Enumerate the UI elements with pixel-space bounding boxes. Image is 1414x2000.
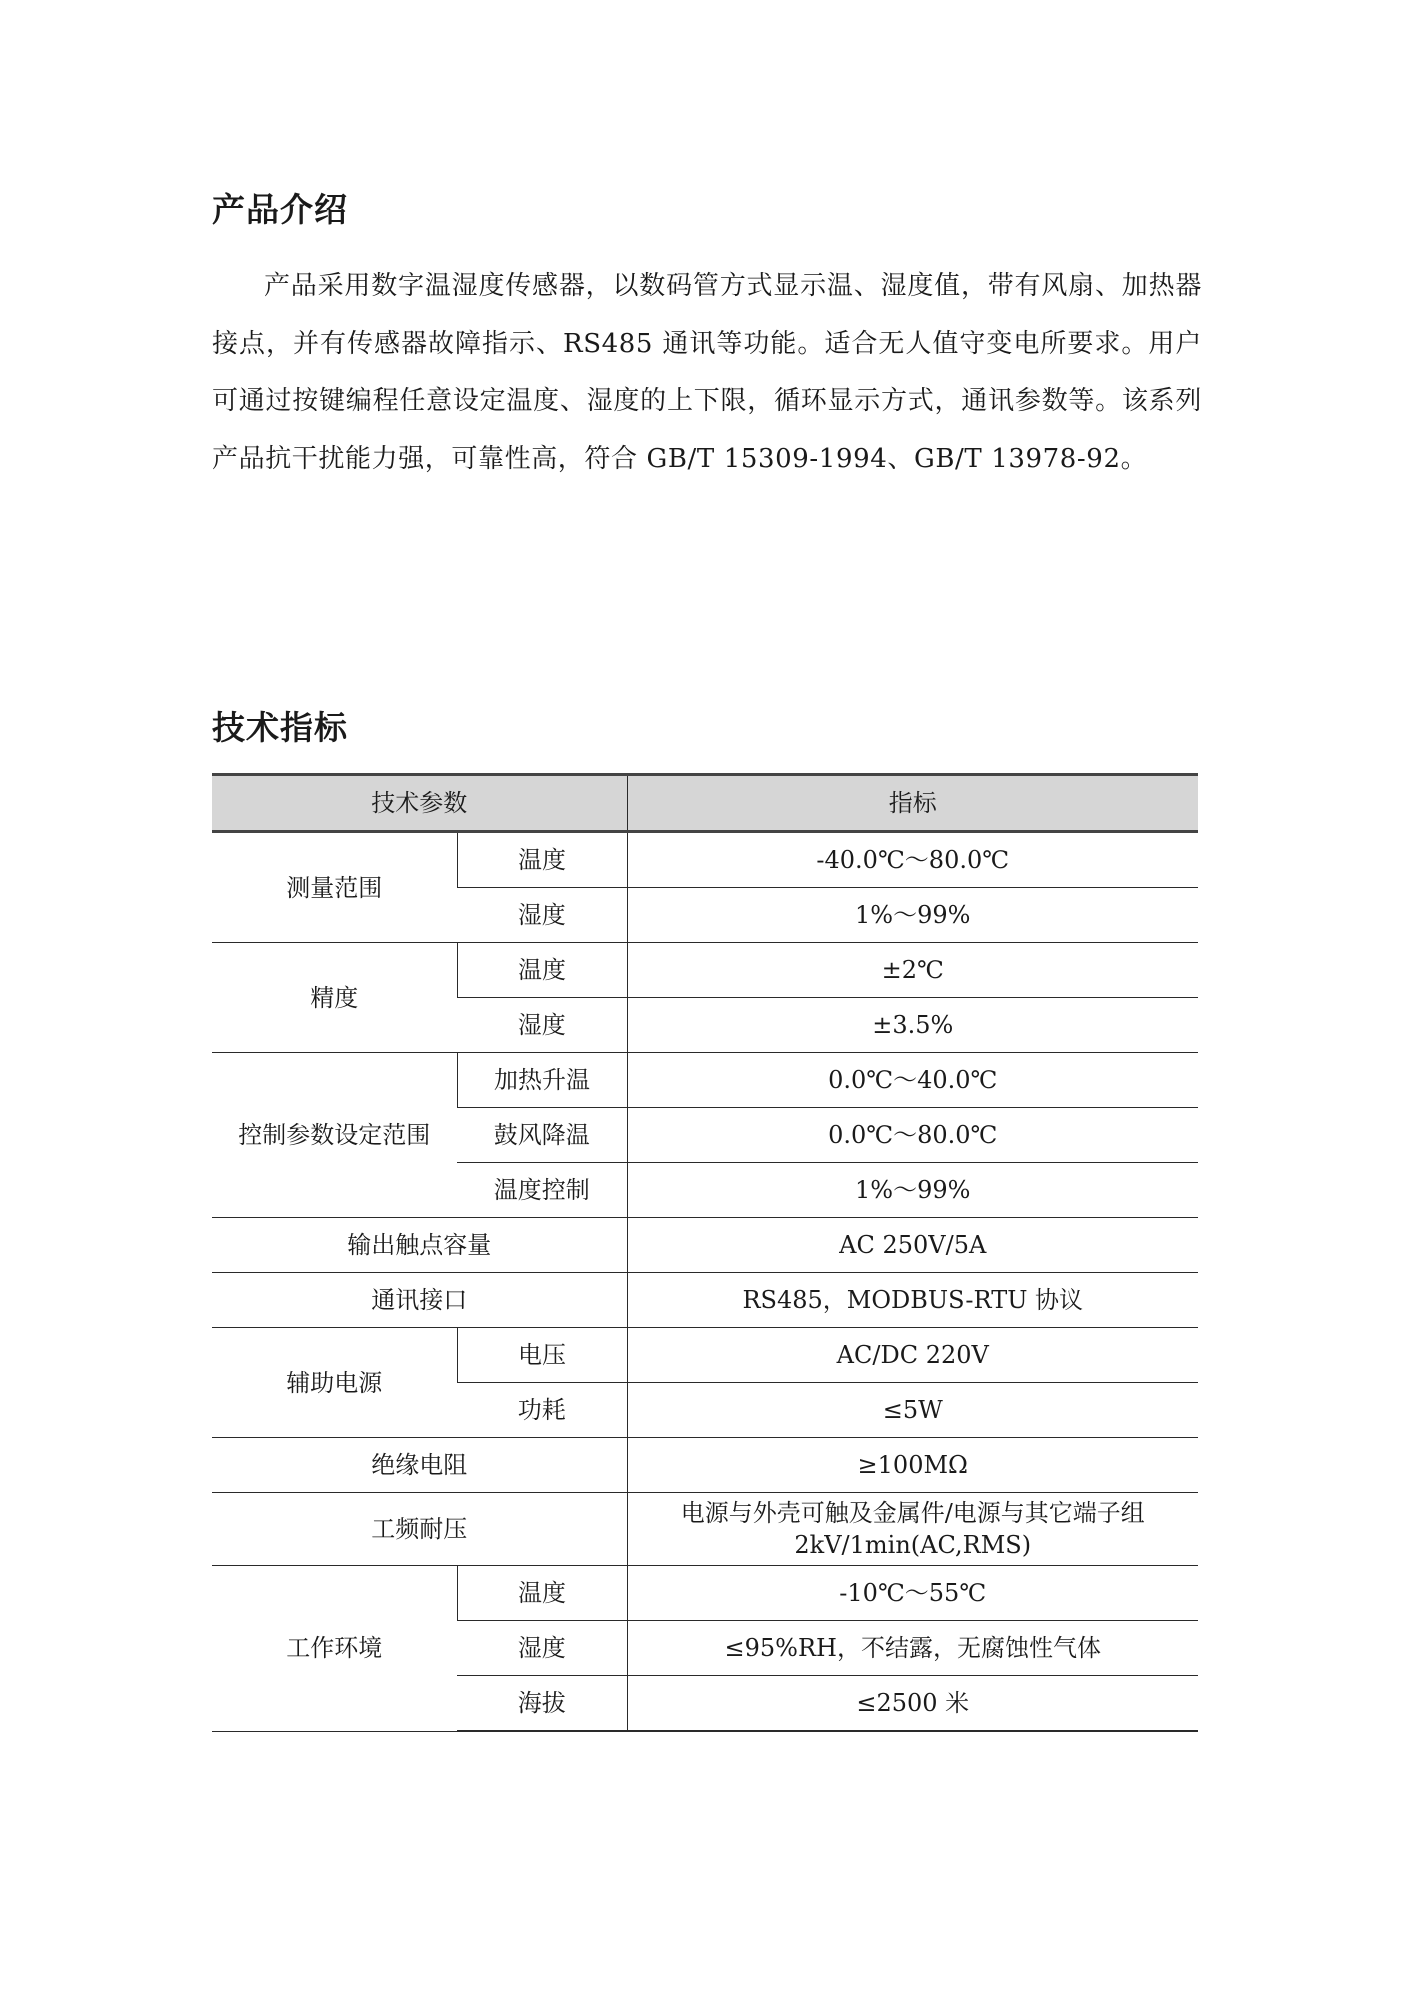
section-title-tech-specs: 技术指标 — [212, 708, 348, 747]
group-insulation: 绝缘电阻 — [212, 1438, 627, 1493]
table-row — [212, 1566, 1198, 1621]
product-intro-paragraph: 产品采用数字温湿度传感器，以数码管方式显示温、湿度值，带有风扇、加热器接点，并有传感器故障指示、RS485 通讯等功能。适合无人值守变电所要求。用户可通过按键编程任意设定温度、湿度的上下限，循环显示方式，通讯参数等。该系列产品抗干扰能力强，可靠性高，符合 GB/T 15309-1994、GB/T 13978-92。 — [212, 271, 1202, 474]
value-cell: ±3.5% — [627, 998, 1198, 1053]
table-row — [212, 1273, 1198, 1328]
value-cell: AC 250V/5A — [627, 1218, 1198, 1273]
group-control-range: 控制参数设定范围 — [212, 1053, 457, 1218]
section-title-product-intro: 产品介绍 — [212, 190, 348, 229]
sub-label: 湿度 — [457, 888, 627, 943]
header-value: 指标 — [627, 775, 1198, 832]
sub-label: 电压 — [457, 1328, 627, 1383]
sub-label: 湿度 — [457, 1621, 627, 1676]
table-row — [212, 943, 1198, 998]
sub-label: 湿度 — [457, 998, 627, 1053]
group-aux-power: 辅助电源 — [212, 1328, 457, 1438]
sub-label: 加热升温 — [457, 1053, 627, 1108]
group-environment: 工作环境 — [212, 1566, 457, 1732]
table-row — [212, 1438, 1198, 1493]
group-output-contact: 输出触点容量 — [212, 1218, 627, 1273]
sub-label: 海拔 — [457, 1676, 627, 1732]
value-cell: 电源与外壳可触及金属件/电源与其它端子组 2kV/1min(AC,RMS) — [627, 1493, 1198, 1566]
value-cell: ≤2500 米 — [627, 1676, 1198, 1732]
value-cell: 1%～99% — [627, 1163, 1198, 1218]
value-cell: ±2℃ — [627, 943, 1198, 998]
table-row — [212, 1053, 1198, 1108]
table-row — [212, 1218, 1198, 1273]
value-cell: ≤5W — [627, 1383, 1198, 1438]
value-cell: -10℃～55℃ — [627, 1566, 1198, 1621]
table-row — [212, 1328, 1198, 1383]
value-cell: 1%～99% — [627, 888, 1198, 943]
value-cell: 0.0℃～80.0℃ — [627, 1108, 1198, 1163]
header-param: 技术参数 — [212, 775, 627, 832]
group-comm-interface: 通讯接口 — [212, 1273, 627, 1328]
value-cell: ≥100MΩ — [627, 1438, 1198, 1493]
table-header-row — [212, 775, 1198, 832]
sub-label: 鼓风降温 — [457, 1108, 627, 1163]
table-row — [212, 1493, 1198, 1566]
value-cell: AC/DC 220V — [627, 1328, 1198, 1383]
value-cell: ≤95%RH，不结露，无腐蚀性气体 — [627, 1621, 1198, 1676]
group-withstand-voltage: 工频耐压 — [212, 1493, 627, 1566]
sub-label: 温度 — [457, 832, 627, 888]
value-cell: RS485，MODBUS-RTU 协议 — [627, 1273, 1198, 1328]
spec-table — [212, 773, 1198, 1732]
sub-label: 温度 — [457, 943, 627, 998]
group-measure-range: 测量范围 — [212, 832, 457, 943]
sub-label: 功耗 — [457, 1383, 627, 1438]
value-cell: -40.0℃～80.0℃ — [627, 832, 1198, 888]
sub-label: 温度 — [457, 1566, 627, 1621]
group-accuracy: 精度 — [212, 943, 457, 1053]
value-cell: 0.0℃～40.0℃ — [627, 1053, 1198, 1108]
table-row — [212, 832, 1198, 888]
sub-label: 温度控制 — [457, 1163, 627, 1218]
